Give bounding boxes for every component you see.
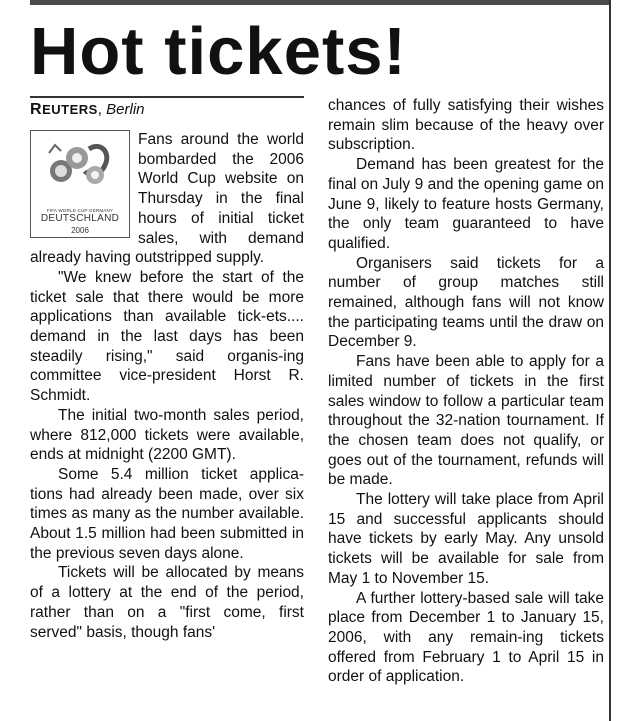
paragraph-9: The lottery will take place from April 15 and successful applicants should have tickets by early May. Any unsold tickets will be available for sale from May 1 to November 15. [328, 491, 604, 587]
paragraph-2: "We knew before the start of the ticket sale that there would be more applications than available tick-ets.... demand in the last days has been steadily rising," said organis-ing committee vice-president Horst R. Schmidt. [30, 268, 304, 405]
column-left [30, 96, 304, 642]
right-border [609, 0, 611, 721]
top-rule [30, 0, 611, 5]
paragraph-8: Fans have been able to apply for a limited number of tickets in the first sales window to follow a particular team throughout the 32-nation tournament. If the chosen team does not qualify, or goes out of the tournament, refunds will be made. [328, 353, 604, 489]
logo-caption-country: DEUTSCHLAND [40, 213, 120, 224]
paragraph-5-start: Tickets will be allocated by means of a lottery at the end of the period, rather than on a "first come, first served" basis, though fans' [30, 564, 304, 641]
byline: REUTERS, Berlin [30, 96, 304, 119]
paragraph-4: Some 5.4 million ticket applica-tions had already been made, over six times as many as the number available. About 1.5 million had been submitted in the previous seven days alone. [30, 465, 304, 562]
headline: Hot tickets! [30, 14, 407, 89]
paragraph-5-continued: chances of fully satisfying their wishes remain slim because of the heavy over subscription. [328, 97, 604, 154]
paragraph-10: A further lottery-based sale will take place from December 1 to January 15, 2006, with any remain-ing tickets offered from February 1 to April 15 in order of application. [328, 589, 604, 686]
world-cup-logo-icon [30, 130, 130, 238]
agency-name: REUTERS [30, 101, 98, 118]
paragraph-1: Fans around the world bombarded the 2006 World Cup website on Thursday in the final hours of initial ticket sales, with demand already having outstripped supply. [30, 131, 304, 267]
dateline-city: Berlin [106, 101, 145, 118]
paragraph-7: Organisers said tickets for a number of group matches still remained, although fans will not know the participating teams until the draw on December 9. [328, 254, 604, 351]
logo-caption-small: FIFA WORLD CUP GERMANY [46, 208, 114, 213]
paragraph-6: Demand has been greatest for the final on July 9 and the opening game on June 9, likely to feature hosts Germany, the only team guaranteed to have qualified. [328, 156, 604, 252]
logo-caption-year: 2006 [71, 226, 89, 235]
paragraph-3: The initial two-month sales period, where 812,000 tickets were available, ends at midnight (2200 GMT). [30, 406, 304, 464]
column-right [328, 96, 604, 687]
